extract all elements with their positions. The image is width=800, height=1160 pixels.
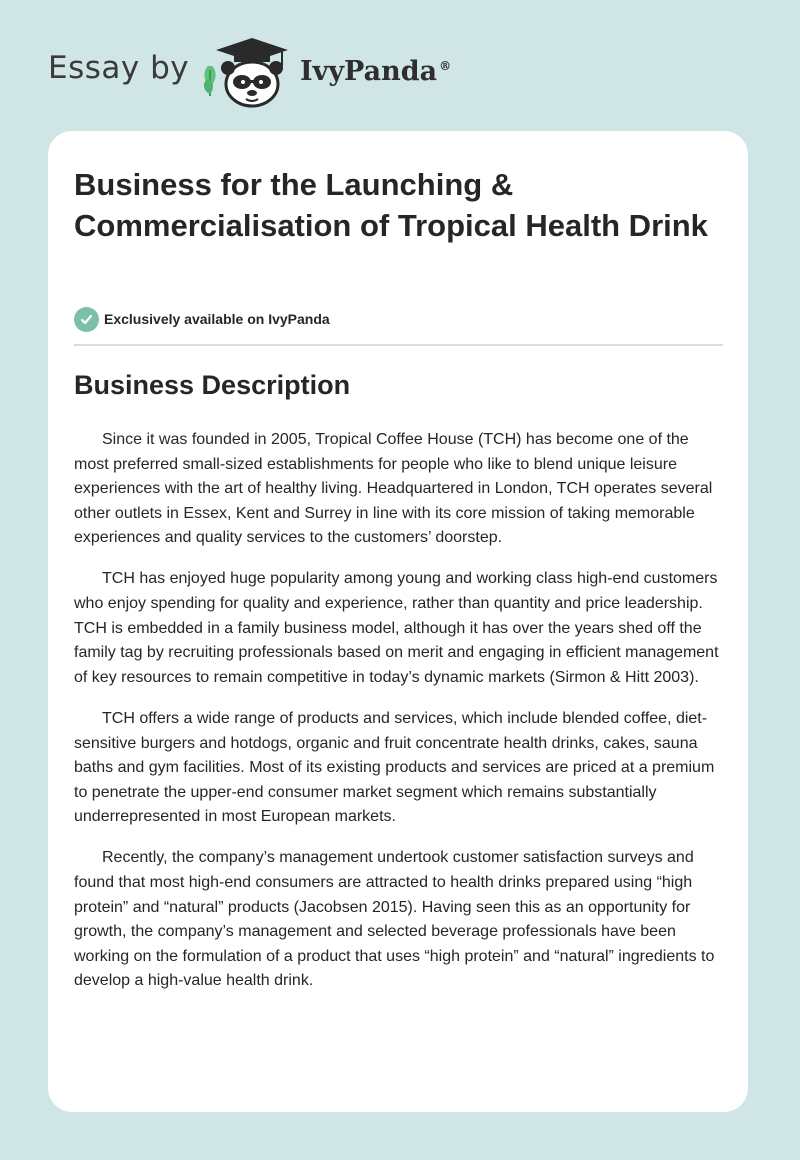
registered-mark: ® (439, 59, 452, 73)
site-header (0, 0, 800, 130)
essay-card (48, 131, 748, 1112)
divider (74, 344, 723, 346)
check-circle-icon (74, 307, 99, 332)
exclusive-badge (74, 306, 330, 332)
brand-text: IvyPanda (300, 56, 438, 87)
paragraph: TCH has enjoyed huge popularity among young and working class high-end customers who enjoy spending for quality and experience, rather than quantity and price leadership. TCH is embedded in a family business model, although it has over the years shed off the family tag by recruiting professionals based on merit and engaging in efficient management of key resources to remain competitive in today’s dynamic markets (Sirmon & Hitt 2003). (74, 570, 719, 686)
paragraph: Recently, the company’s management undertook customer satisfaction surveys and found that most high-end consumers are attracted to health drinks prepared using “high protein” and “natural” products (Jacobsen 2015). Having seen this as an opportunity for growth, the company’s management and selected beverage professionals have been working on the formulation of a product that uses “high protein” and “natural” ingredients to develop a high-value health drink. (74, 849, 715, 990)
exclusive-badge-text: Exclusively available on IvyPanda (104, 311, 330, 327)
panda-graduate-icon[interactable] (200, 36, 296, 108)
essay-body (74, 428, 724, 1010)
paragraph: Since it was founded in 2005, Tropical Coffee House (TCH) has become one of the most preferred small-sized establishments for people who like to blend unique leisure experiences with the art of healthy living. Headquartered in London, TCH operates several other outlets in Essex, Kent and Surrey in line with its core mission of taking memorable experiences and quality services to the customers’ doorstep. (74, 431, 713, 547)
brand-name[interactable] (300, 56, 451, 87)
page-title: Business for the Launching & Commercialisation of Tropical Health Drink (74, 167, 708, 243)
essay-by-label: Essay by (48, 50, 190, 86)
section-heading: Business Description (74, 370, 351, 400)
paragraph: TCH offers a wide range of products and services, which include blended coffee, diet-sensitive burgers and hotdogs, organic and fruit concentrate health drinks, cakes, sauna baths and gym facilities. Most of its existing products and services are priced at a premium to penetrate the upper-end consumer market segment which remains substantially underrepresented in most European markets. (74, 709, 715, 826)
